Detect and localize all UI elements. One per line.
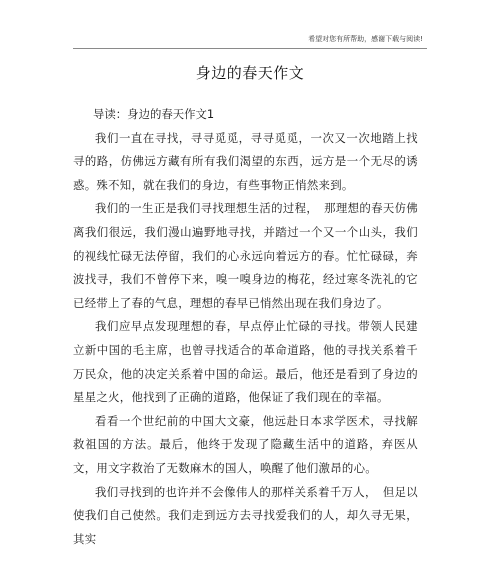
paragraph-1: 我们一直在寻找，寻寻觅觅，寻寻觅觅，一次又一次地踏上找寻的路，仿佛远方藏有所有我们渴望的东西，远方是一个无尽的诱惑。殊不知，就在我们的身边，有些事物正悄然来到。 [73,130,418,192]
header-note: 希望对您有所帮助，感谢下载与阅读! [308,35,423,43]
page-header [73,32,427,49]
paragraph-4: 看看一个世纪前的中国大文豪，他远赴日本求学医术，寻找解救祖国的方法。最后，他终于发现了隐藏生活中的道路，弃医从文，用文字救治了无数麻木的国人，唤醒了他们激昂的心。 [73,413,418,475]
paragraph-3: 我们应早点发现理想的春，早点停止忙碌的寻找。带领人民建立新中国的毛主席，也曾寻找适合的革命道路，他的寻找关系着千万民众，他的决定关系着中国的命运。最后，他还是看到了身边的星星之火，他找到了正确的道路，他保证了我们现在的幸福。 [73,319,418,405]
paragraph-2: 我们的一生正是我们寻找理想生活的过程， 那理想的春天仿佛离我们很远，我们漫山遍野地寻找，并踏过一个又一个山头，我们的视线忙碌无法停留，我们的心永远向着远方的春。忙忙碌碌，奔波找寻，我们不曾停下来，嗅一嗅身边的梅花，经过寒冬洗礼的它已经带上了春的气息，理想的春早已悄然出现在我们身边了。 [73,201,418,310]
document-title: 身边的春天作文 [195,64,305,82]
intro-line: 导读：身边的春天作文1 [93,107,215,121]
document-body [73,103,418,551]
paragraph-5: 我们寻找到的也许并不会像伟人的那样关系着千万人， 但足以使我们自己使然。我们走到远方去寻找爱我们的人，却久寻无果，其实 [73,484,418,546]
